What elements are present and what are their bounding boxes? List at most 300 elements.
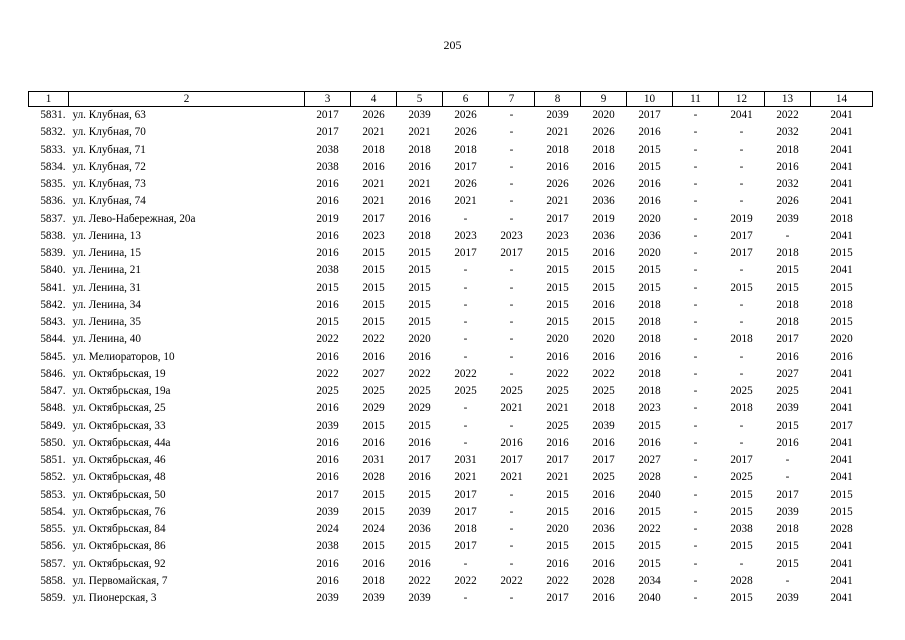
year-cell-col-11: - [693,436,698,449]
year-cell-col-6: 2026 [454,109,477,122]
year-cell-col-14: 2016 [830,350,853,363]
year-cell-col-7: - [509,178,514,191]
address-cell: ул. Первомайская, 7 [72,574,168,587]
row-number: 5845. [40,350,66,363]
year-cell-col-13: 2027 [776,367,799,380]
year-cell-col-6: 2026 [454,126,477,139]
year-cell-col-6: - [463,436,468,449]
address-cell: ул. Октябрьская, 33 [72,419,166,432]
column-header-10: 10 [627,92,673,107]
year-cell-col-11: - [693,505,698,518]
year-cell-col-14: 2017 [830,419,853,432]
year-cell-col-9: 2028 [592,574,615,587]
year-cell-col-9: 2016 [592,557,615,570]
year-cell-col-3: 2016 [316,574,339,587]
year-cell-col-9: 2022 [592,367,615,380]
year-cell-col-13: 2022 [776,109,799,122]
year-cell-col-14: 2041 [830,160,853,173]
year-cell-col-3: 2016 [316,402,339,415]
year-cell-col-12: - [739,178,744,191]
year-cell-col-8: 2017 [546,454,569,467]
year-cell-col-13: 2026 [776,195,799,208]
year-cell-col-6: - [463,264,468,277]
year-cell-col-6: 2021 [454,195,477,208]
address-cell: ул. Мелиораторов, 10 [72,350,175,363]
address-cell: ул. Октябрьская, 76 [72,505,166,518]
row-number: 5857. [40,557,66,570]
year-cell-col-8: 2021 [546,126,569,139]
year-cell-col-6: 2022 [454,367,477,380]
year-cell-col-4: 2015 [362,540,385,553]
table-row [29,418,873,435]
table-row [29,331,873,348]
year-cell-col-12: 2018 [730,333,753,346]
year-cell-col-3: 2016 [316,298,339,311]
address-cell: ул. Клубная, 74 [72,195,146,208]
year-cell-col-3: 2039 [316,592,339,605]
year-cell-col-6: - [463,281,468,294]
row-number: 5847. [40,385,66,398]
row-number: 5831. [40,109,66,122]
year-cell-col-5: 2018 [408,229,431,242]
row-number: 5843. [40,316,66,329]
year-cell-col-13: 2039 [776,212,799,225]
year-cell-col-12: 2017 [730,454,753,467]
year-cell-col-11: - [693,350,698,363]
year-cell-col-12: - [739,298,744,311]
year-cell-col-10: 2018 [638,385,661,398]
column-header-12: 12 [719,92,765,107]
address-cell: ул. Октябрьская, 48 [72,471,166,484]
year-cell-col-7: - [509,126,514,139]
year-cell-col-6: 2017 [454,247,477,260]
year-cell-col-12: - [739,436,744,449]
year-cell-col-8: 2020 [546,523,569,536]
row-number: 5849. [40,419,66,432]
year-cell-col-3: 2039 [316,419,339,432]
year-cell-col-5: 2016 [408,212,431,225]
year-cell-col-5: 2021 [408,178,431,191]
year-cell-col-5: 2016 [408,195,431,208]
year-cell-col-14: 2041 [830,436,853,449]
year-cell-col-5: 2015 [408,298,431,311]
year-cell-col-9: 2016 [592,247,615,260]
year-cell-col-3: 2016 [316,229,339,242]
year-cell-col-8: 2021 [546,402,569,415]
year-cell-col-5: 2020 [408,333,431,346]
year-cell-col-3: 2038 [316,540,339,553]
year-cell-col-5: 2015 [408,540,431,553]
year-cell-col-9: 2025 [592,471,615,484]
year-cell-col-13: 2016 [776,436,799,449]
year-cell-col-9: 2019 [592,212,615,225]
year-cell-col-11: - [693,264,698,277]
year-cell-col-3: 2038 [316,143,339,156]
year-cell-col-9: 2016 [592,350,615,363]
address-cell: ул. Ленина, 15 [72,247,141,260]
year-cell-col-4: 2015 [362,419,385,432]
year-cell-col-6: 2018 [454,523,477,536]
year-cell-col-11: - [693,143,698,156]
year-cell-col-10: 2020 [638,247,661,260]
year-cell-col-11: - [693,402,698,415]
column-header-2: 2 [69,92,305,107]
year-cell-col-11: - [693,316,698,329]
year-cell-col-8: 2015 [546,281,569,294]
address-cell: ул. Октябрьская, 19 [72,367,166,380]
row-number: 5848. [40,402,66,415]
year-cell-col-14: 2041 [830,126,853,139]
address-cell: ул. Ленина, 35 [72,316,141,329]
year-cell-col-4: 2016 [362,350,385,363]
address-cell: ул. Ленина, 31 [72,281,141,294]
year-cell-col-13: - [785,454,790,467]
table-row [29,314,873,331]
year-cell-col-12: 2038 [730,523,753,536]
year-cell-col-4: 2015 [362,298,385,311]
year-cell-col-9: 2026 [592,126,615,139]
year-cell-col-7: - [509,540,514,553]
year-cell-col-11: - [693,574,698,587]
year-cell-col-14: 2018 [830,212,853,225]
row-number: 5855. [40,523,66,536]
year-cell-col-4: 2015 [362,488,385,501]
year-cell-col-14: 2015 [830,281,853,294]
year-cell-col-10: 2016 [638,195,661,208]
table-header-row [29,92,873,107]
year-cell-col-10: 2027 [638,454,661,467]
year-cell-col-12: - [739,126,744,139]
year-cell-col-14: 2041 [830,143,853,156]
year-cell-col-9: 2018 [592,402,615,415]
year-cell-col-10: 2018 [638,333,661,346]
table-row [29,469,873,486]
year-cell-col-10: 2036 [638,229,661,242]
year-cell-col-13: 2015 [776,557,799,570]
year-cell-col-5: 2039 [408,109,431,122]
year-cell-col-13: 2015 [776,540,799,553]
row-number: 5850. [40,436,66,449]
year-cell-col-5: 2025 [408,385,431,398]
year-cell-col-9: 2016 [592,592,615,605]
year-cell-col-11: - [693,109,698,122]
column-header-13: 13 [765,92,811,107]
year-cell-col-14: 2015 [830,316,853,329]
year-cell-col-3: 2022 [316,333,339,346]
year-cell-col-3: 2039 [316,505,339,518]
year-cell-col-13: 2016 [776,160,799,173]
year-cell-col-5: 2016 [408,436,431,449]
year-cell-col-11: - [693,160,698,173]
year-cell-col-9: 2016 [592,436,615,449]
year-cell-col-10: 2023 [638,402,661,415]
year-cell-col-7: - [509,592,514,605]
year-cell-col-7: 2016 [500,436,523,449]
table-row [29,487,873,504]
year-cell-col-4: 2021 [362,178,385,191]
row-number: 5836. [40,195,66,208]
year-cell-col-7: - [509,316,514,329]
table-row [29,366,873,383]
year-cell-col-12: - [739,367,744,380]
year-cell-col-10: 2016 [638,350,661,363]
column-header-14: 14 [811,92,873,107]
row-number: 5844. [40,333,66,346]
row-number: 5835. [40,178,66,191]
year-cell-col-13: 2016 [776,350,799,363]
address-cell: ул. Клубная, 73 [72,178,146,191]
year-cell-col-5: 2015 [408,419,431,432]
column-header-5: 5 [397,92,443,107]
year-cell-col-7: - [509,281,514,294]
year-cell-col-3: 2016 [316,471,339,484]
year-cell-col-9: 2015 [592,316,615,329]
year-cell-col-13: - [785,574,790,587]
year-cell-col-9: 2016 [592,488,615,501]
year-cell-col-5: 2029 [408,402,431,415]
year-cell-col-13: 2039 [776,592,799,605]
year-cell-col-7: 2022 [500,574,523,587]
year-cell-col-3: 2015 [316,281,339,294]
year-cell-col-4: 2015 [362,505,385,518]
year-cell-col-7: - [509,350,514,363]
year-cell-col-8: 2025 [546,419,569,432]
year-cell-col-6: 2017 [454,160,477,173]
year-cell-col-8: 2022 [546,574,569,587]
year-cell-col-8: 2022 [546,367,569,380]
table-row [29,435,873,452]
year-cell-col-6: - [463,298,468,311]
year-cell-col-14: 2041 [830,195,853,208]
year-cell-col-9: 2036 [592,195,615,208]
row-number: 5854. [40,505,66,518]
year-cell-col-12: 2028 [730,574,753,587]
year-cell-col-12: - [739,350,744,363]
year-cell-col-9: 2015 [592,264,615,277]
year-cell-col-11: - [693,333,698,346]
year-cell-col-12: - [739,557,744,570]
year-cell-col-7: 2021 [500,471,523,484]
year-cell-col-7: 2017 [500,247,523,260]
year-cell-col-10: 2015 [638,557,661,570]
page-number: 205 [443,38,462,52]
year-cell-col-11: - [693,454,698,467]
year-cell-col-12: 2015 [730,505,753,518]
year-cell-col-4: 2022 [362,333,385,346]
year-cell-col-7: - [509,523,514,536]
row-number: 5851. [40,454,66,467]
year-cell-col-5: 2036 [408,523,431,536]
year-cell-col-5: 2015 [408,264,431,277]
year-cell-col-3: 2017 [316,109,339,122]
year-cell-col-12: 2025 [730,385,753,398]
year-cell-col-4: 2015 [362,264,385,277]
year-cell-col-14: 2015 [830,488,853,501]
year-cell-col-8: 2039 [546,109,569,122]
year-cell-col-7: - [509,143,514,156]
year-cell-col-3: 2019 [316,212,339,225]
year-cell-col-14: 2041 [830,367,853,380]
year-cell-col-11: - [693,195,698,208]
year-cell-col-3: 2016 [316,557,339,570]
year-cell-col-14: 2041 [830,540,853,553]
address-cell: ул. Октябрьская, 19а [72,385,171,398]
year-cell-col-7: - [509,212,514,225]
year-cell-col-8: 2020 [546,333,569,346]
year-cell-col-10: 2015 [638,540,661,553]
year-cell-col-3: 2024 [316,523,339,536]
year-cell-col-14: 2041 [830,385,853,398]
year-cell-col-4: 2016 [362,436,385,449]
year-cell-col-6: 2025 [454,385,477,398]
year-cell-col-10: 2017 [638,109,661,122]
year-cell-col-12: 2018 [730,402,753,415]
column-header-4: 4 [351,92,397,107]
address-cell: ул. Ленина, 21 [72,264,141,277]
year-cell-col-14: 2015 [830,247,853,260]
year-cell-col-11: - [693,298,698,311]
table-row [29,159,873,176]
year-cell-col-5: 2039 [408,592,431,605]
year-cell-col-10: 2034 [638,574,661,587]
row-number: 5852. [40,471,66,484]
year-cell-col-13: 2015 [776,264,799,277]
year-cell-col-7: 2021 [500,402,523,415]
year-cell-col-6: - [463,212,468,225]
table-row [29,211,873,228]
year-cell-col-8: 2026 [546,178,569,191]
year-cell-col-12: 2017 [730,247,753,260]
address-cell: ул. Октябрьская, 46 [72,454,166,467]
year-cell-col-10: 2015 [638,505,661,518]
year-cell-col-9: 2020 [592,109,615,122]
year-cell-col-9: 2017 [592,454,615,467]
row-number: 5832. [40,126,66,139]
year-cell-col-6: - [463,419,468,432]
year-cell-col-11: - [693,212,698,225]
year-cell-col-13: 2015 [776,281,799,294]
year-cell-col-5: 2016 [408,557,431,570]
year-cell-col-14: 2041 [830,178,853,191]
year-cell-col-10: 2015 [638,143,661,156]
year-cell-col-9: 2020 [592,333,615,346]
year-cell-col-4: 2015 [362,247,385,260]
year-cell-col-6: 2023 [454,229,477,242]
year-cell-col-11: - [693,229,698,242]
year-cell-col-13: 2017 [776,333,799,346]
year-cell-col-7: - [509,367,514,380]
table-row [29,228,873,245]
year-cell-col-8: 2018 [546,143,569,156]
year-cell-col-6: 2031 [454,454,477,467]
year-cell-col-5: 2015 [408,316,431,329]
table-body [29,107,873,608]
address-cell: ул. Ленина, 34 [72,298,141,311]
year-cell-col-3: 2016 [316,454,339,467]
year-cell-col-7: - [509,419,514,432]
year-cell-col-10: 2018 [638,367,661,380]
year-cell-col-3: 2016 [316,178,339,191]
year-cell-col-11: - [693,367,698,380]
year-cell-col-13: 2018 [776,247,799,260]
year-cell-col-7: 2025 [500,385,523,398]
year-cell-col-4: 2026 [362,109,385,122]
year-cell-col-7: - [509,160,514,173]
year-cell-col-13: 2039 [776,402,799,415]
year-cell-col-12: - [739,316,744,329]
year-cell-col-14: 2041 [830,264,853,277]
row-number: 5858. [40,574,66,587]
year-cell-col-14: 2015 [830,505,853,518]
year-cell-col-10: 2015 [638,264,661,277]
year-cell-col-4: 2029 [362,402,385,415]
year-cell-col-7: - [509,264,514,277]
year-cell-col-3: 2016 [316,350,339,363]
address-cell: ул. Октябрьская, 86 [72,540,166,553]
year-cell-col-9: 2026 [592,178,615,191]
year-cell-col-4: 2023 [362,229,385,242]
year-cell-col-9: 2039 [592,419,615,432]
year-cell-col-10: 2015 [638,281,661,294]
year-cell-col-6: 2018 [454,143,477,156]
year-cell-col-13: 2018 [776,143,799,156]
year-cell-col-6: 2017 [454,488,477,501]
table-row [29,590,873,607]
row-number: 5846. [40,367,66,380]
year-cell-col-6: - [463,557,468,570]
year-cell-col-10: 2028 [638,471,661,484]
year-cell-col-4: 2015 [362,316,385,329]
year-cell-col-12: 2017 [730,229,753,242]
table-row [29,142,873,159]
year-cell-col-3: 2017 [316,488,339,501]
year-cell-col-4: 2016 [362,160,385,173]
year-cell-col-14: 2041 [830,592,853,605]
table-row [29,245,873,262]
year-cell-col-14: 2028 [830,523,853,536]
year-cell-col-7: - [509,195,514,208]
year-cell-col-5: 2015 [408,247,431,260]
year-cell-col-3: 2038 [316,264,339,277]
year-cell-col-3: 2016 [316,436,339,449]
year-cell-col-7: 2017 [500,454,523,467]
year-cell-col-14: 2041 [830,229,853,242]
year-cell-col-13: 2018 [776,523,799,536]
year-cell-col-6: - [463,402,468,415]
column-header-3: 3 [305,92,351,107]
table-row [29,573,873,590]
year-cell-col-13: 2018 [776,298,799,311]
year-cell-col-8: 2016 [546,436,569,449]
year-cell-col-7: - [509,488,514,501]
year-cell-col-5: 2022 [408,367,431,380]
year-cell-col-14: 2018 [830,298,853,311]
address-cell: ул. Октябрьская, 92 [72,557,166,570]
year-cell-col-3: 2038 [316,160,339,173]
table-row [29,297,873,314]
year-cell-col-8: 2015 [546,298,569,311]
table-row [29,521,873,538]
year-cell-col-4: 2021 [362,195,385,208]
year-cell-col-9: 2036 [592,229,615,242]
table-row [29,280,873,297]
address-cell: ул. Лево-Набережная, 20а [72,212,196,225]
year-cell-col-8: 2015 [546,316,569,329]
table-row [29,262,873,279]
address-cell: ул. Клубная, 72 [72,160,146,173]
column-header-9: 9 [581,92,627,107]
column-header-7: 7 [489,92,535,107]
